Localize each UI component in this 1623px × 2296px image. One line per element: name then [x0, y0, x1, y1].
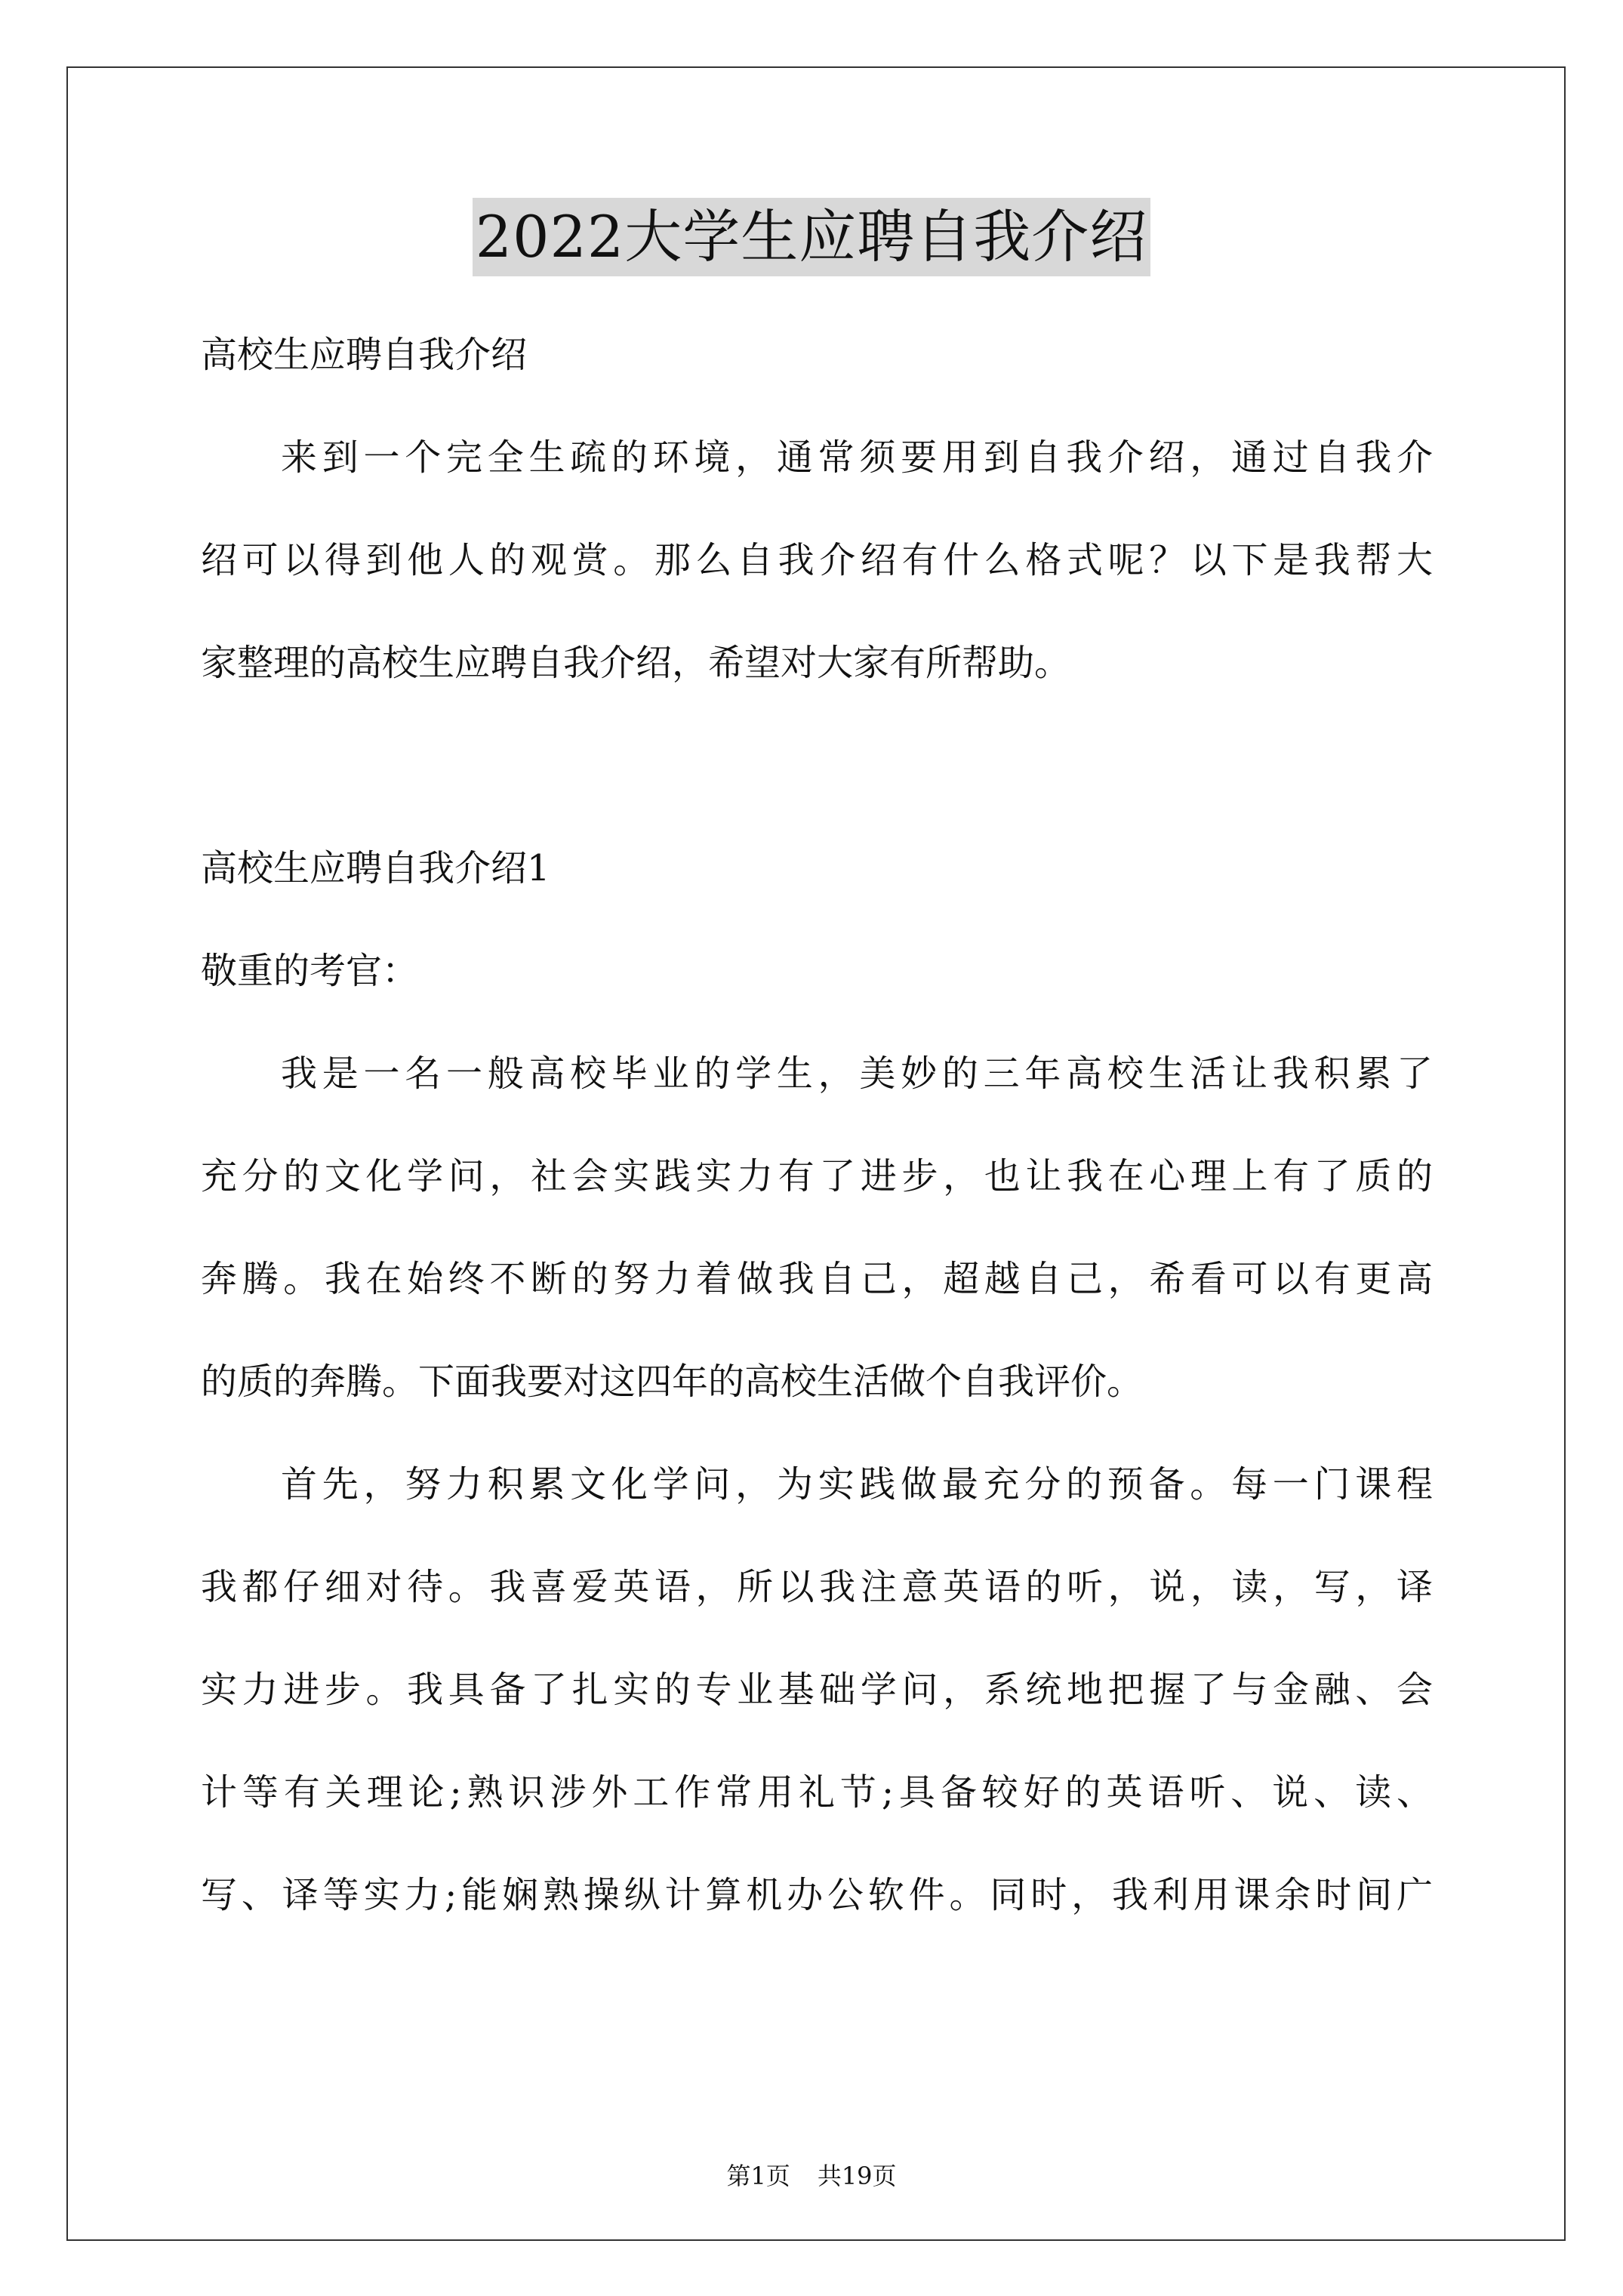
subheading: 高校生应聘自我介绍 — [201, 334, 528, 376]
paragraph-line: 的质的奔腾。下面我要对这四年的高校生活做个自我评价。 — [201, 1361, 1144, 1403]
page-number: 第1页 — [726, 2162, 790, 2190]
page-total: 共19页 — [817, 2162, 897, 2190]
paragraph-line: 首先，努力积累文化学问，为实践做最充分的预备。每一门课程 — [281, 1463, 1433, 1505]
paragraph-line: 计等有关理论;熟识涉外工作常用礼节;具备较好的英语听、说、读、 — [201, 1771, 1433, 1814]
section-title: 高校生应聘自我介绍1 — [201, 847, 550, 889]
paragraph-line: 写、译等实力;能娴熟操纵计算机办公软件。同时，我利用课余时间广 — [201, 1874, 1433, 1916]
document-title: 2022大学生应聘自我介绍 — [473, 198, 1150, 276]
intro-line: 绍可以得到他人的观赏。那么自我介绍有什么格式呢？以下是我帮大 — [201, 539, 1433, 581]
paragraph-line: 我都仔细对待。我喜爱英语，所以我注意英语的听，说，读，写，译 — [201, 1566, 1433, 1608]
paragraph-line: 充分的文化学问，社会实践实力有了进步，也让我在心理上有了质的 — [201, 1155, 1433, 1197]
document-body — [201, 304, 1433, 1946]
paragraph-line: 我是一名一般高校毕业的学生，美妙的三年高校生活让我积累了 — [281, 1052, 1433, 1095]
paragraph-line: 实力进步。我具备了扎实的专业基础学问，系统地把握了与金融、会 — [201, 1669, 1433, 1711]
blank-line — [201, 714, 1433, 817]
salutation: 敬重的考官： — [201, 950, 419, 992]
intro-line: 来到一个完全生疏的环境，通常须要用到自我介绍，通过自我介 — [281, 436, 1433, 479]
paragraph-line: 奔腾。我在始终不断的努力着做我自己，超越自己，希看可以有更高 — [201, 1258, 1433, 1300]
page-footer — [0, 2161, 1623, 2191]
title-container — [0, 198, 1623, 276]
intro-line: 家整理的高校生应聘自我介绍，希望对大家有所帮助。 — [201, 642, 1071, 684]
